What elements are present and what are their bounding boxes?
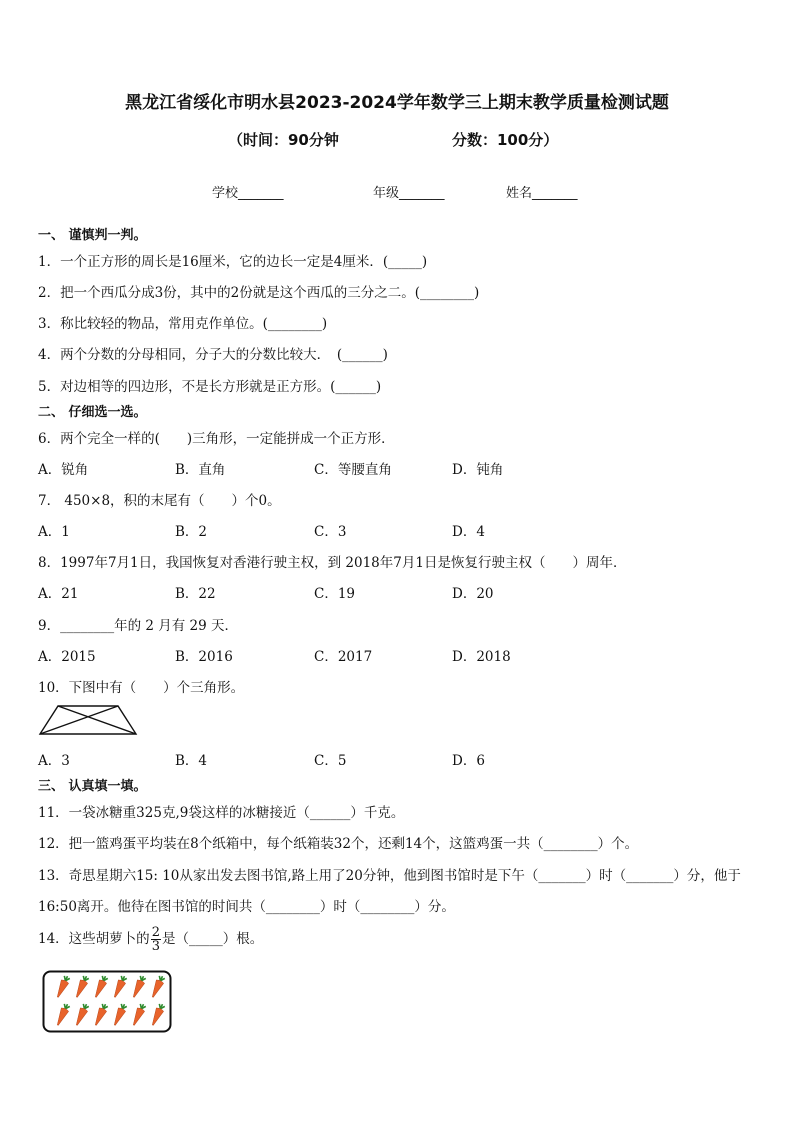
page-title: 黑龙江省绥化市明水县2023-2024学年数学三上期末教学质量检测试题 — [125, 93, 669, 113]
question-8: 8．1997年7月1日，我国恢复对香港行驶主权，到 2018年7月1日是恢复行驶主权（ ）周年． — [38, 555, 627, 571]
question-9: 9．________年的 2 月有 29 天． — [38, 618, 239, 634]
question-5: 5．对边相等的四边形，不是长方形就是正方形。(______) — [38, 379, 382, 395]
section-heading-1: 一、 谨慎判一判。 — [38, 228, 147, 243]
option-a[interactable]: A．1 — [38, 524, 70, 540]
question-11: 11．一袋冰糖重325克,9袋这样的冰糖接近（______）千克。 — [38, 805, 405, 821]
fraction — [151, 926, 161, 953]
section-heading-2: 二、 仔细选一选。 — [38, 405, 147, 420]
trapezoid-figure — [38, 703, 138, 737]
question-12: 12．把一篮鸡蛋平均装在8个纸箱中，每个纸箱装32个，还剩14个，这篮鸡蛋一共（________）个。 — [38, 836, 639, 852]
question-1: 1．一个正方形的周长是16厘米，它的边长一定是4厘米．(_____) — [38, 254, 428, 270]
question-14 — [38, 926, 263, 953]
diagonal-line — [58, 706, 136, 734]
option-c[interactable]: C．等腰直角 — [314, 462, 392, 478]
option-a[interactable]: A．21 — [38, 586, 79, 602]
option-d[interactable]: D．6 — [452, 753, 485, 769]
option-a[interactable]: A．锐角 — [38, 462, 89, 478]
option-a[interactable]: A．2015 — [38, 649, 96, 665]
grade-field[interactable]: 年级_______ — [373, 186, 445, 201]
option-b[interactable]: B．2016 — [175, 649, 233, 665]
question-10: 10．下图中有（ ）个三角形。 — [38, 680, 245, 696]
question-14-suffix: 是（_____）根。 — [161, 931, 264, 947]
fraction-denominator: 3 — [151, 939, 160, 954]
question-13-continued: 16:50离开。他待在图书馆的时间共（________）时（________）分。 — [38, 899, 455, 915]
question-7: 7． 450×8，积的末尾有（ ）个0。 — [38, 493, 281, 509]
option-c[interactable]: C．5 — [314, 753, 347, 769]
carrot-picture — [42, 970, 172, 1034]
option-d[interactable]: D．钝角 — [452, 462, 504, 478]
question-13: 13．奇思星期六15: 10从家出发去图书馆,路上用了20分钟，他到图书馆时是下午（_______）时（_______）分，他于 — [38, 868, 741, 884]
option-b[interactable]: B．22 — [175, 586, 216, 602]
question-3: 3．称比较轻的物品，常用克作单位。(________) — [38, 316, 328, 332]
option-c[interactable]: C．3 — [314, 524, 347, 540]
option-d[interactable]: D．4 — [452, 524, 485, 540]
diagonal-line — [40, 706, 118, 734]
section-heading-3: 三、 认真填一填。 — [38, 779, 147, 794]
option-c[interactable]: C．2017 — [314, 649, 373, 665]
option-b[interactable]: B．4 — [175, 753, 208, 769]
school-field[interactable]: 学校_______ — [212, 186, 284, 201]
question-6: 6．两个完全一样的( )三角形，一定能拼成一个正方形． — [38, 431, 395, 447]
exam-time: （时间：90分钟 — [228, 131, 339, 149]
option-b[interactable]: B．2 — [175, 524, 208, 540]
name-field[interactable]: 姓名_______ — [506, 186, 578, 201]
question-14-prefix: 14．这些胡萝卜的 — [38, 931, 150, 947]
exam-score: 分数：100分） — [452, 131, 559, 149]
option-d[interactable]: D．2018 — [452, 649, 511, 665]
trapezoid-outline — [40, 706, 136, 734]
question-2: 2．把一个西瓜分成3份，其中的2份就是这个西瓜的三分之二。(________) — [38, 285, 480, 301]
option-b[interactable]: B．直角 — [175, 462, 226, 478]
option-c[interactable]: C．19 — [314, 586, 356, 602]
option-a[interactable]: A．3 — [38, 753, 70, 769]
fraction-numerator: 2 — [151, 925, 160, 940]
option-d[interactable]: D．20 — [452, 586, 494, 602]
question-4: 4．两个分数的分母相同，分子大的分数比较大． (______) — [38, 347, 388, 363]
